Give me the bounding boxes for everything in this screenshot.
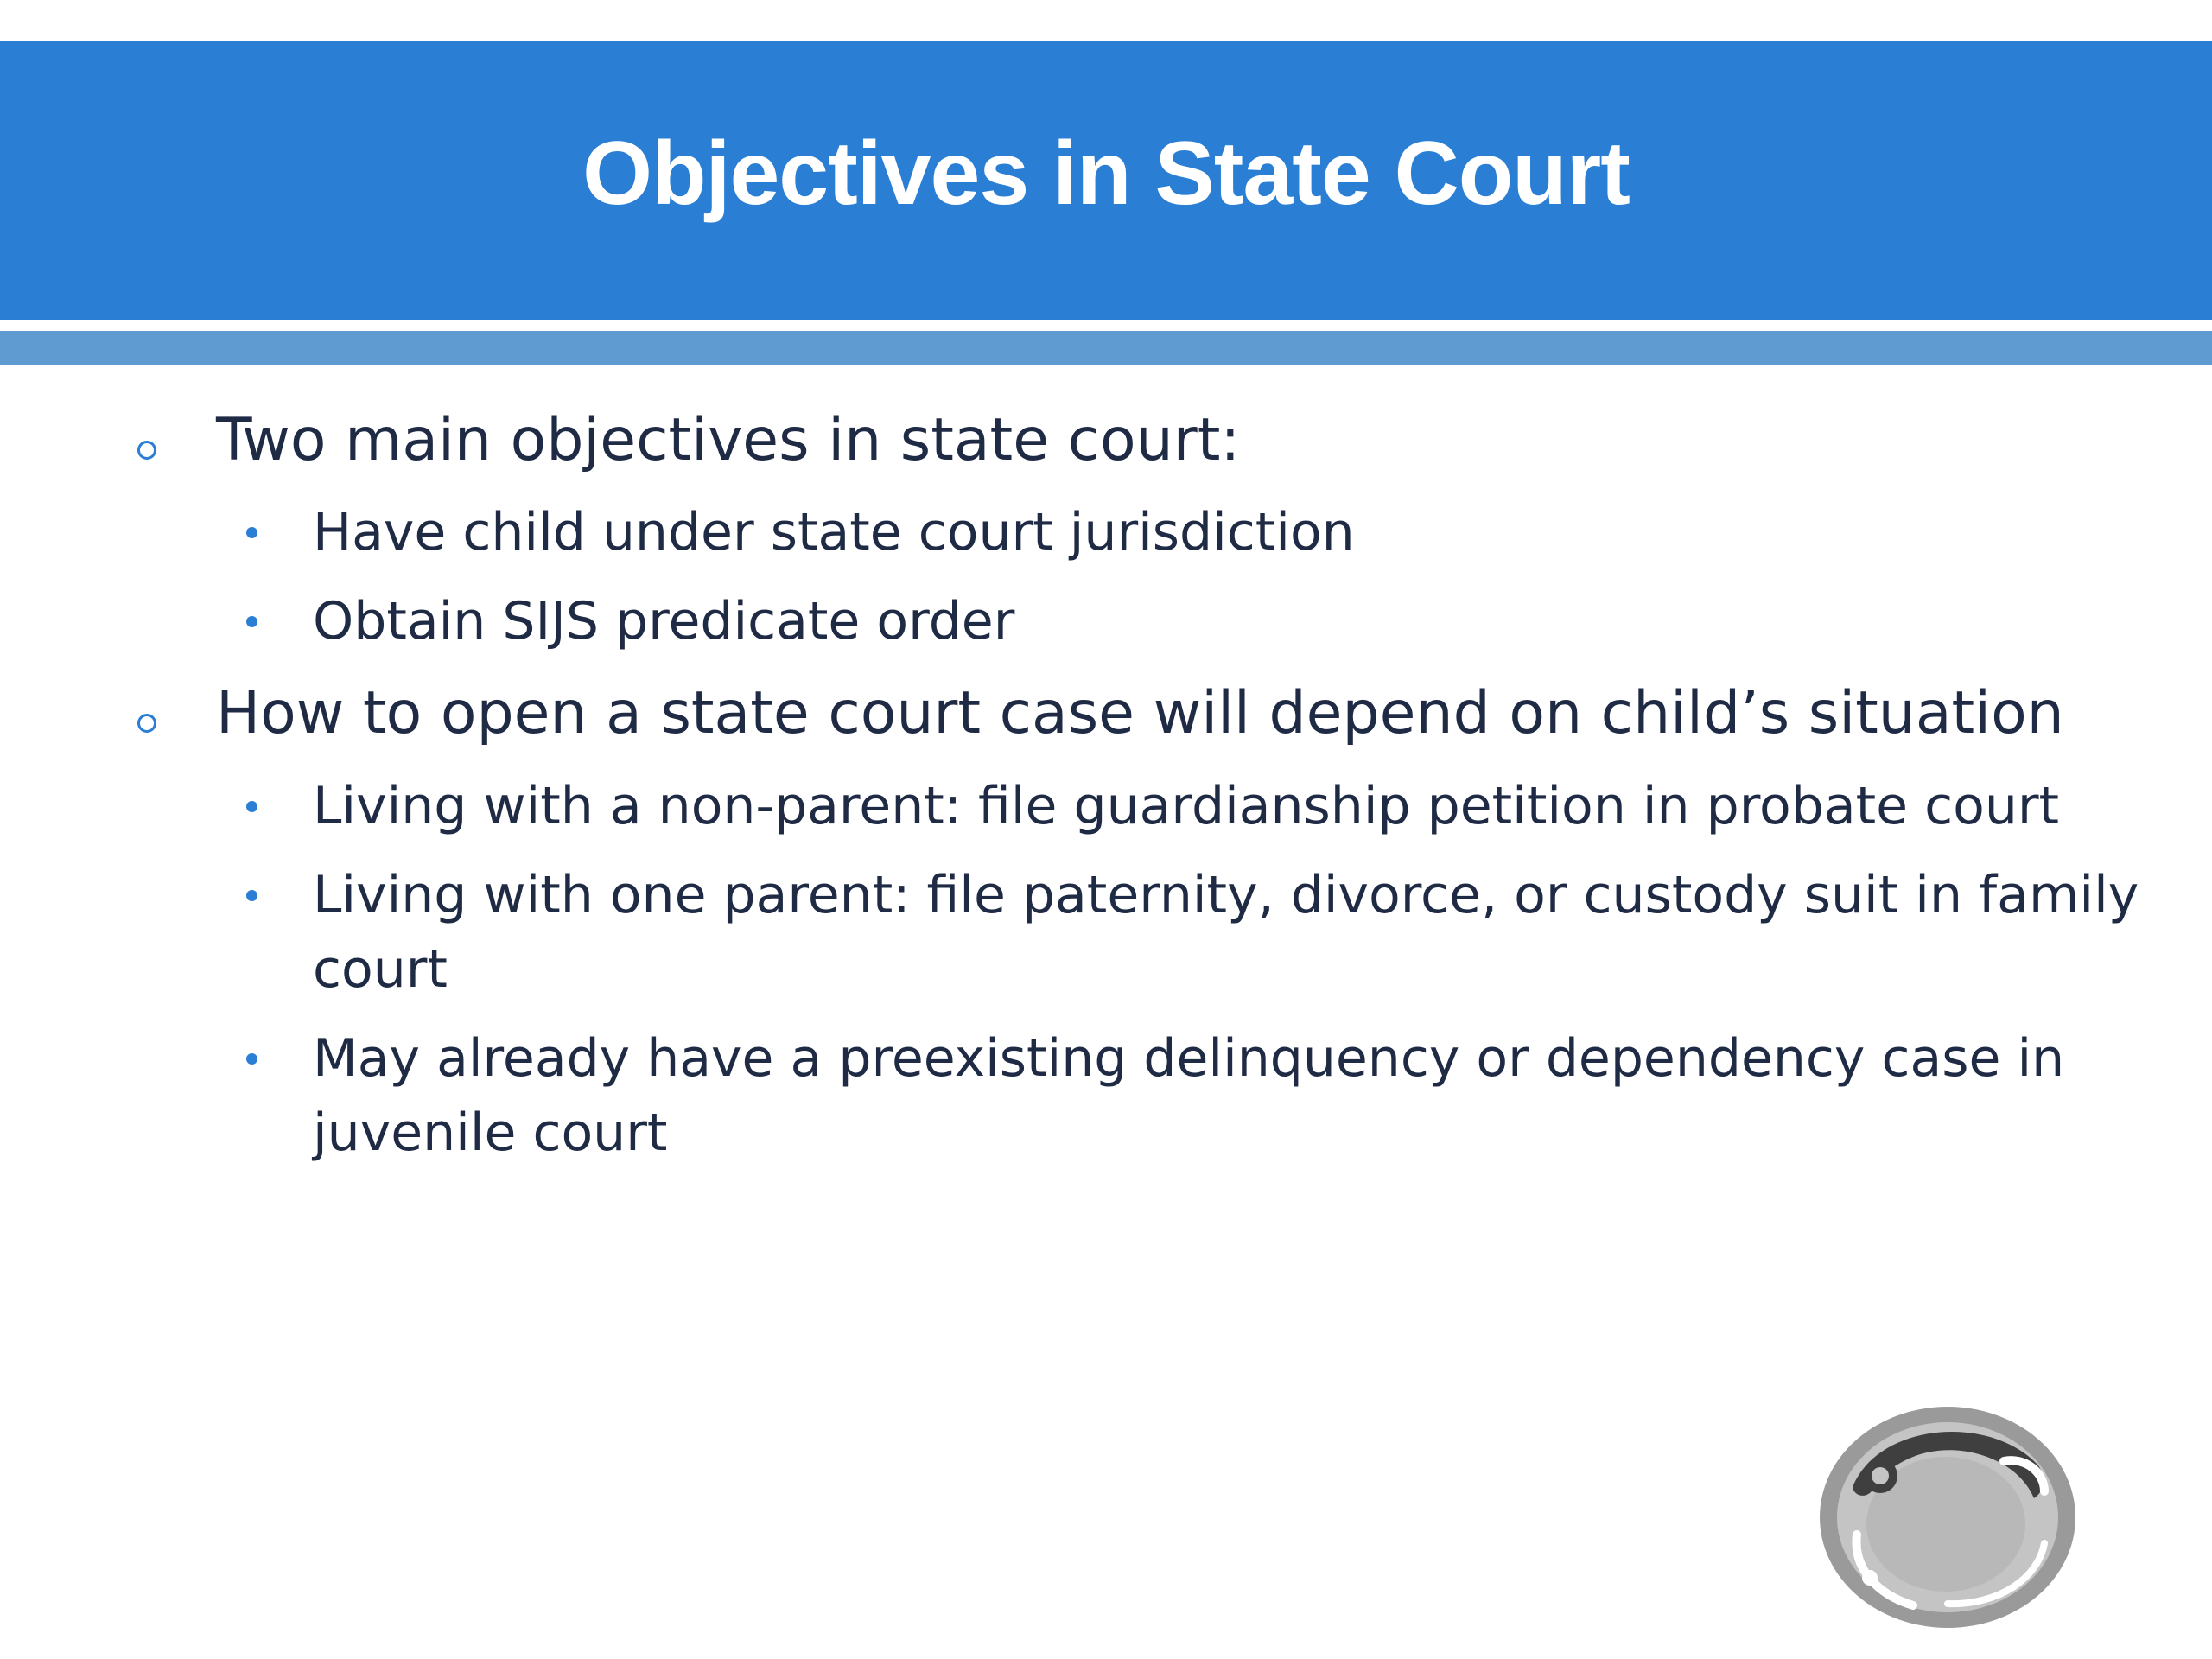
dot-bullet-icon xyxy=(246,801,257,812)
hollow-circle-bullet-icon xyxy=(137,714,156,733)
bullet-level2: Obtain SIJS predicate order xyxy=(313,591,1015,652)
bullet-level1: How to open a state court case will depend on child’s situation xyxy=(216,679,2064,747)
accent-stripe xyxy=(0,331,2212,365)
title-band xyxy=(0,41,2212,320)
dot-bullet-icon xyxy=(246,616,257,627)
dot-bullet-icon xyxy=(246,890,257,901)
bullet-level2: Living with one parent: file paternity, divorce, or custody suit in family court xyxy=(313,865,2139,1000)
bullet-level2: Have child under state court jurisdiction xyxy=(313,502,1355,563)
bullet-level1: Two main objectives in state court: xyxy=(216,406,1241,474)
slide-title: Objectives in State Court xyxy=(582,124,1630,224)
dot-bullet-icon xyxy=(246,527,257,538)
bullet-level2: May already have a preexisting delinquency or dependency case in juvenile court xyxy=(313,1028,2065,1163)
hollow-circle-bullet-icon xyxy=(137,441,156,460)
dot-bullet-icon xyxy=(246,1053,257,1065)
bullet-level2: Living with a non-parent: file guardianship petition in probate court xyxy=(313,776,2060,836)
circular-figure-logo-icon xyxy=(1818,1405,2077,1630)
